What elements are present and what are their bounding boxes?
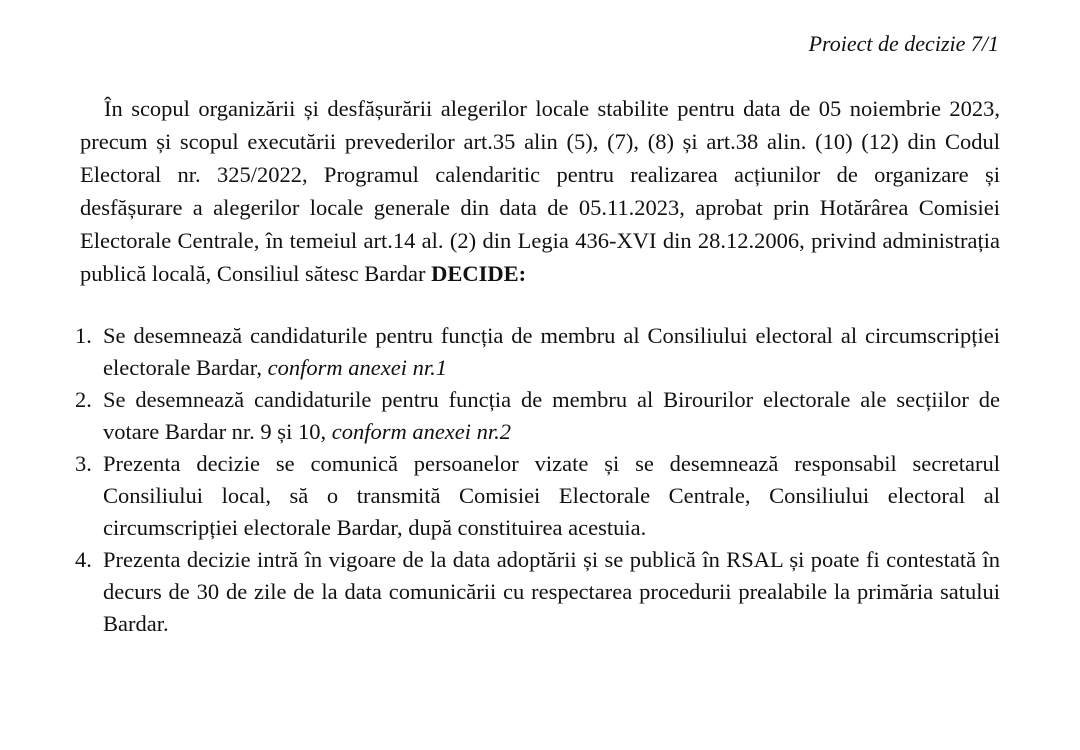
list-item <box>75 448 1000 544</box>
preamble-text: În scopul organizării și desfășurării alegerilor locale stabilite pentru data de 05 noiembrie 2023, precum și scopul executării prevederilor art.35 alin (5), (7), (8) și art.38 alin. (10) (12) din Codul Electoral nr. 325/2022, Programul calendaritic pentru realizarea acțiunilor de organizare și desfășurare a alegerilor locale generale din data de 05.11.2023, aprobat prin Hotărârea Comisiei Electorale Centrale, în temeiul art.14 al. (2) din Legia 436-XVI din 28.12.2006, privind administrația publică locală, Consiliul sătesc Bardar <box>80 96 1000 286</box>
list-item <box>75 384 1000 448</box>
list-item-text: Prezenta decizie se comunică persoanelor vizate și se desemnează responsabil secretarul Consiliului local, să o transmită Comisiei Electorale Centrale, Consiliului electoral al circumscripției electorale Bardar, după constituirea acestuia. <box>103 451 1000 540</box>
list-item-annex-reference: conform anexei nr.2 <box>331 419 512 444</box>
list-item-body <box>103 320 1000 384</box>
list-item-text: Prezenta decizie intră în vigoare de la data adoptării și se publică în RSAL și poate fi contestată în decurs de 30 de zile de la data comunicării cu respectarea procedurii prealabile la primăria satului Bardar. <box>103 547 1000 636</box>
decision-items-list <box>75 320 1000 640</box>
list-item-body <box>103 544 1000 640</box>
list-item-body <box>103 448 1000 544</box>
decide-label: DECIDE: <box>431 261 527 286</box>
list-item-text: Se desemnează candidaturile pentru funcția de membru al Birourilor electorale ale secțiilor de votare Bardar nr. 9 și 10, <box>103 387 1000 444</box>
list-item <box>75 320 1000 384</box>
list-item-number: 2. <box>75 387 92 412</box>
list-item-annex-reference: conform anexei nr.1 <box>267 355 447 380</box>
preamble-paragraph <box>80 92 1000 290</box>
list-item-text: Se desemnează candidaturile pentru funcția de membru al Consiliului electoral al circumscripției electorale Bardar, <box>103 323 1000 380</box>
list-item <box>75 544 1000 640</box>
list-item-number: 1. <box>75 323 92 348</box>
list-item-number: 4. <box>75 547 92 572</box>
list-item-number: 3. <box>75 451 92 476</box>
document-header: Proiect de decizie 7/1 <box>808 31 999 56</box>
list-item-body <box>103 384 1000 448</box>
